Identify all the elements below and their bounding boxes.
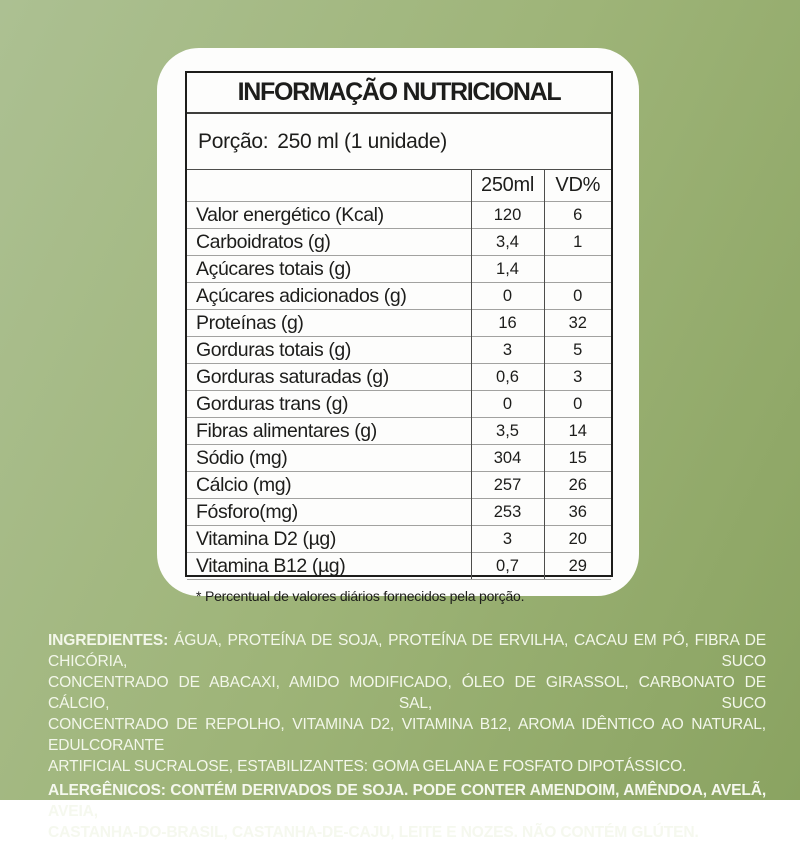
- ingredients-line: ARTIFICIAL SUCRALOSE, ESTABILIZANTES: GOMA GELANA E FOSFATO DIPOTÁSSICO.: [48, 758, 687, 775]
- nutrient-label: Carboidratos (g): [187, 229, 471, 256]
- nutrient-label: Valor energético (Kcal): [187, 202, 471, 229]
- header-quantity-column: 250ml: [471, 170, 544, 202]
- nutrient-vd-percent: 5: [544, 337, 611, 364]
- nutrient-vd-percent: [544, 256, 611, 283]
- ingredients-line: [48, 630, 766, 672]
- nutrient-row: [187, 472, 611, 499]
- nutrient-vd-percent: 20: [544, 526, 611, 553]
- nutrient-label: Gorduras saturadas (g): [187, 364, 471, 391]
- nutrient-label: Açúcares totais (g): [187, 256, 471, 283]
- ingredients-label: INGREDIENTES:: [48, 632, 169, 649]
- nutrient-label: Fósforo(mg): [187, 499, 471, 526]
- ingredients-line: CONCENTRADO DE ABACAXI, AMIDO MODIFICADO, ÓLEO DE GIRASSOL, CARBONATO DE CÁLCIO, SAL, SUCO: [48, 674, 766, 712]
- nutrient-label: Proteínas (g): [187, 310, 471, 337]
- nutrient-label: Vitamina B12 (µg): [187, 553, 471, 580]
- nutrient-row: [187, 202, 611, 229]
- nutrient-quantity: 120: [471, 202, 544, 229]
- nutrient-quantity: 0: [471, 283, 544, 310]
- allergens-line: ALERGÊNICOS: CONTÉM DERIVADOS DE SOJA. PODE CONTER AMENDOIM, AMÊNDOA, AVELÃ, AVEIA,: [48, 782, 766, 820]
- nutrient-vd-percent: 14: [544, 418, 611, 445]
- table-title: INFORMAÇÃO NUTRICIONAL: [187, 73, 611, 114]
- nutrient-label: Gorduras totais (g): [187, 337, 471, 364]
- nutrient-quantity: 253: [471, 499, 544, 526]
- nutrition-card: [157, 48, 639, 604]
- nutrient-vd-percent: 0: [544, 283, 611, 310]
- grid-header-row: [187, 170, 611, 202]
- nutrient-quantity: 3,4: [471, 229, 544, 256]
- nutrient-quantity: 3,5: [471, 418, 544, 445]
- nutrient-label: Açúcares adicionados (g): [187, 283, 471, 310]
- nutrient-label: Cálcio (mg): [187, 472, 471, 499]
- nutrient-vd-percent: 0: [544, 391, 611, 418]
- header-empty-cell: [187, 170, 471, 202]
- label-bottom-text: [48, 630, 766, 843]
- serving-value: 250 ml (1 unidade): [277, 129, 447, 153]
- footnote: * Percentual de valores diários fornecidos pela porção.: [196, 588, 525, 604]
- nutrient-row: [187, 229, 611, 256]
- nutrient-vd-percent: 15: [544, 445, 611, 472]
- nutrient-quantity: 16: [471, 310, 544, 337]
- serving-row: [187, 114, 611, 169]
- nutrient-row: [187, 310, 611, 337]
- nutrient-vd-percent: 1: [544, 229, 611, 256]
- nutrient-row: [187, 364, 611, 391]
- nutrient-row: [187, 499, 611, 526]
- nutrient-row: [187, 283, 611, 310]
- nutrient-vd-percent: 32: [544, 310, 611, 337]
- ingredients-text: ÁGUA, PROTEÍNA DE SOJA, PROTEÍNA DE ERVILHA, CACAU EM PÓ, FIBRA DE CHICÓRIA, SUCO: [48, 632, 766, 670]
- nutrient-row: [187, 526, 611, 553]
- nutrient-row: [187, 418, 611, 445]
- nutrient-quantity: 0: [471, 391, 544, 418]
- nutrient-label: Gorduras trans (g): [187, 391, 471, 418]
- nutrient-vd-percent: 26: [544, 472, 611, 499]
- nutrient-quantity: 3: [471, 526, 544, 553]
- nutrient-grid: [187, 169, 611, 580]
- nutrient-vd-percent: 36: [544, 499, 611, 526]
- nutrient-label: Sódio (mg): [187, 445, 471, 472]
- nutrient-row: [187, 337, 611, 364]
- ingredients-line: CONCENTRADO DE REPOLHO, VITAMINA D2, VITAMINA B12, AROMA IDÊNTICO AO NATURAL, EDULCORANTE: [48, 716, 766, 754]
- nutrient-row: [187, 391, 611, 418]
- serving-label: Porção:: [198, 129, 269, 153]
- allergens-paragraph: [48, 780, 766, 843]
- nutrient-quantity: 0,6: [471, 364, 544, 391]
- nutrient-vd-percent: 6: [544, 202, 611, 229]
- nutrient-quantity: 304: [471, 445, 544, 472]
- ingredients-paragraph: [48, 630, 766, 777]
- nutrient-quantity: 0,7: [471, 553, 544, 580]
- nutrient-label: Fibras alimentares (g): [187, 418, 471, 445]
- nutrient-quantity: 3: [471, 337, 544, 364]
- nutrient-row: [187, 553, 611, 580]
- allergens-line: CASTANHA-DO-BRASIL, CASTANHA-DE-CAJU, LEITE E NOZES. NÃO CONTÉM GLÚTEN.: [48, 824, 699, 841]
- nutrient-quantity: 1,4: [471, 256, 544, 283]
- nutrient-vd-percent: 3: [544, 364, 611, 391]
- nutrient-vd-percent: 29: [544, 553, 611, 580]
- nutrient-quantity: 257: [471, 472, 544, 499]
- header-vd-column: VD%: [544, 170, 611, 202]
- nutrient-row: [187, 256, 611, 283]
- nutrition-facts-table: [185, 71, 613, 604]
- nutrient-label: Vitamina D2 (µg): [187, 526, 471, 553]
- nutrient-row: [187, 445, 611, 472]
